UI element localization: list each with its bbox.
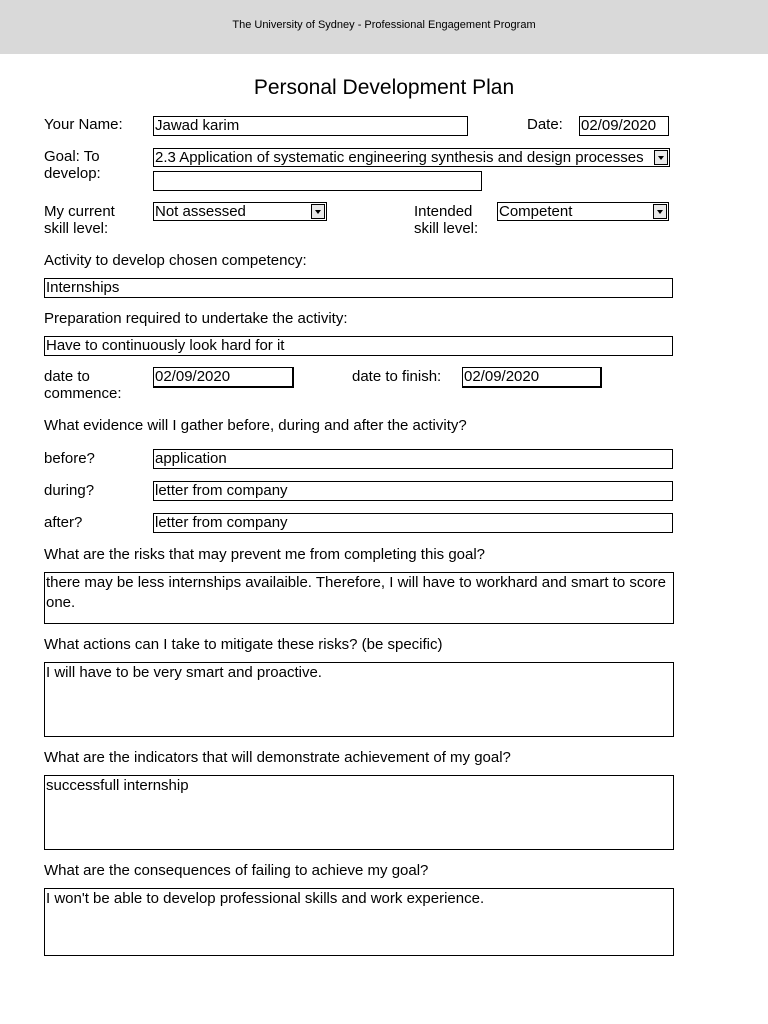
chevron-down-icon[interactable] [654,150,668,165]
activity-question: Activity to develop chosen competency: [44,252,307,269]
preparation-value: Have to continuously look hard for it [46,337,285,354]
consequences-question: What are the consequences of failing to achieve my goal? [44,862,429,879]
evidence-before-label: before? [44,450,95,467]
intended-skill-label-line2: skill level: [414,220,479,237]
preparation-field[interactable] [44,336,673,356]
date-value: 02/09/2020 [581,117,657,134]
finish-label: date to finish: [352,368,442,385]
risks-question: What are the risks that may prevent me from completing this goal? [44,546,486,563]
risks-textarea[interactable] [44,572,674,624]
goal-selected-value: 2.3 Application of systematic engineering synthesis and design processes [155,149,644,166]
chevron-down-icon[interactable] [653,204,667,219]
current-skill-label-line1: My current [44,203,115,220]
page-title: Personal Development Plan [253,76,515,99]
intended-skill-label-line1: Intended [414,203,473,220]
consequences-value: I won't be able to develop professional skills and work experience. [46,890,485,907]
commence-date-field[interactable] [153,367,294,388]
page-header [0,0,768,54]
indicators-textarea[interactable] [44,775,674,850]
evidence-before-value: application [155,450,227,467]
intended-skill-select[interactable] [497,202,669,221]
name-field[interactable] [153,116,468,136]
evidence-during-field[interactable] [153,481,673,501]
commence-label-line2: commence: [44,385,122,402]
mitigation-textarea[interactable] [44,662,674,737]
name-label: Your Name: [44,116,123,133]
date-label: Date: [527,116,563,133]
mitigation-question: What actions can I take to mitigate these risks? (be specific) [44,636,443,653]
activity-value: Internships [46,279,120,296]
evidence-after-label: after? [44,514,83,531]
activity-field[interactable] [44,278,673,298]
indicators-question: What are the indicators that will demonstrate achievement of my goal? [44,749,511,766]
commence-label-line1: date to [44,368,90,385]
evidence-during-value: letter from company [155,482,288,499]
consequences-textarea[interactable] [44,888,674,956]
evidence-before-field[interactable] [153,449,673,469]
preparation-question: Preparation required to undertake the activity: [44,310,348,327]
goal-label-line1: Goal: To [44,148,100,165]
risks-value: there may be less internships availaible. Therefore, I will have to workhard and smart to score one. [46,574,667,611]
name-value: Jawad karim [155,117,240,134]
indicators-value: successfull internship [46,777,189,794]
current-skill-select[interactable] [153,202,327,221]
evidence-question: What evidence will I gather before, during and after the activity? [44,417,467,434]
goal-extra-field[interactable] [153,171,482,191]
finish-date-value: 02/09/2020 [464,368,540,385]
finish-date-field[interactable] [462,367,602,388]
goal-select[interactable] [153,148,670,167]
current-skill-value: Not assessed [155,203,246,220]
evidence-after-field[interactable] [153,513,673,533]
evidence-during-label: during? [44,482,95,499]
evidence-after-value: letter from company [155,514,288,531]
current-skill-label-line2: skill level: [44,220,109,237]
mitigation-value: I will have to be very smart and proactive. [46,664,322,681]
header-text: The University of Sydney - Professional Engagement Program [232,19,536,31]
commence-date-value: 02/09/2020 [155,368,231,385]
goal-label-line2: develop: [44,165,101,182]
intended-skill-value: Competent [499,203,573,220]
date-field[interactable] [579,116,669,136]
chevron-down-icon[interactable] [311,204,325,219]
